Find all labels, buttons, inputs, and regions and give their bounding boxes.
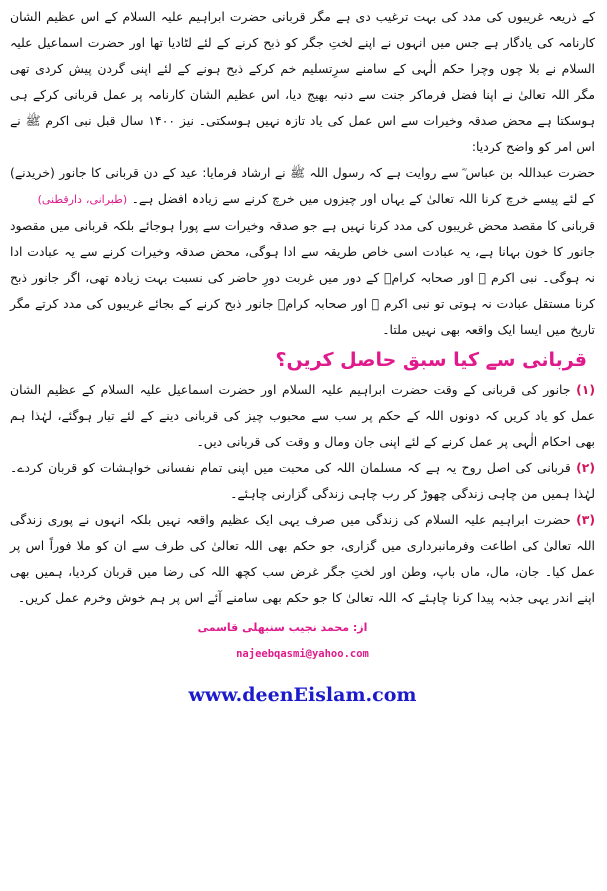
purpose-text: قربانی کا مقصد محض غریبوں کی مدد کرنا نہیں ہے جو صدقہ وخیرات سے پورا ہوجائے بلکہ قربانی میں مقصود جانور کا خون بہانا ہے، یہ عبادت اسی خاص طریقہ سے ادا ہوگی، محض صدقہ وخیرات کرنے سے یہ عبادت ادا نہ ہوگی۔ نبی اکرم ﷺ اور صحابہ کرامؓ کے دور میں غربت دورِ حاضر کی نسبت بہت زیادہ تھی، اگر جانور ذبح کرنا مستقل عبادت نہ ہوتی تو نبی اکرم ﷺ اور صحابہ کرامؓ جانور ذبح کرنے کے بجائے غریبوں کی مدد کرتے مگر تاریخ میں ایسا ایک واقعہ بھی نہیں ملتا۔ — [10, 218, 595, 337]
website-link[interactable]: www.deenEislam.com — [188, 684, 417, 706]
point-3 — [10, 507, 595, 611]
intro-paragraph — [10, 4, 595, 160]
point-2-text: قربانی کی اصل روح یہ ہے کہ مسلمان اللہ کی محبت میں اپنی تمام نفسانی خواہشات کو قربان کردے۔ لہٰذا ہمیں من چاہی زندگی چھوڑ کر رب چاہی زندگی گزارنی چاہئے۔ — [10, 460, 595, 501]
point-1-number: (۱) — [576, 382, 595, 397]
author-credit: از: محمد نجیب سنبھلی قاسمی — [197, 621, 368, 634]
point-3-number: (۳) — [576, 512, 595, 527]
author-email-link[interactable]: najeebqasmi@yahoo.com — [236, 648, 369, 660]
point-2-number: (۲) — [576, 460, 595, 475]
point-2 — [10, 455, 595, 507]
point-1-text: جانور کی قربانی کے وقت حضرت ابراہیم علیہ السلام اور حضرت اسماعیل علیہ السلام کے عظیم الشان عمل کو یاد کریں کہ دونوں اللہ کے حکم پر سب سے محبوب چیز کی قربانی دینے کے لئے تیار ہوگئے، لہٰذا ہم بھی احکام الٰہی پر عمل کرنے کے لئے اپنی جان ومال و وقت کی قربانی دیں۔ — [10, 382, 595, 449]
hadith-text: حضرت عبداللہ بن عباس ؓ سے روایت ہے کہ رسول اللہ ﷺ نے ارشاد فرمایا: عید کے دن قربانی کا جانور (خریدنے) کے لئے پیسے خرچ کرنا اللہ تعالیٰ کے یہاں اور چیزوں میں خرچ کرنے سے زیادہ افضل ہے۔ — [10, 165, 595, 206]
intro-text: کے ذریعہ غریبوں کی مدد کی بہت ترغیب دی ہے مگر قربانی حضرت ابراہیم علیہ السلام کے اس عظیم الشان کارنامہ کی یادگار ہے جس میں انہوں نے اپنے لختِ جگر کو ذبح کرنے کے لئے لٹادیا تھا اور حضرت اسماعیل علیہ السلام نے بلا چوں وچرا حکم الٰہی کے سامنے سرِتسلیم خم کرکے ذبح ہونے کے لئے اپنی گردن پیش کردی تھی مگر اللہ تعالیٰ نے اپنا فضل فرماکر جنت سے دنبہ بھیج دیا، اس عظیم الشان کارنامہ پر عمل قربانی کرکے ہی ہوسکتا ہے محض صدقہ وخیرات سے اس عمل کی یاد تازہ نہیں ہوسکتی۔ نیز ۱۴۰۰ سال قبل نبی اکرم ﷺ نے اس امر کو واضح کردیا: — [10, 9, 595, 154]
section-heading: قربانی سے کیا سبق حاصل کریں؟ — [275, 349, 587, 371]
purpose-paragraph — [10, 213, 595, 343]
hadith-paragraph — [10, 160, 595, 213]
hadith-citation: (طبرانی، دارقطنی) — [37, 193, 128, 206]
point-1 — [10, 377, 595, 455]
point-3-text: حضرت ابراہیم علیہ السلام کی زندگی میں صرف یہی ایک عظیم واقعہ نہیں بلکہ انہوں نے پوری زندگی اللہ تعالیٰ کی اطاعت وفرمانبرداری میں گزاری، جو حکم بھی اللہ تعالیٰ کی طرف سے ان کو ملا فوراً اس پر عمل کیا۔ جان، مال، ماں باپ، وطن اور لختِ جگر غرض سب کچھ اللہ کی رضا میں قربان کردیا، ہمیں بھی اپنے اندر یہی جذبہ پیدا کرنا چاہئے کہ اللہ تعالیٰ کا جو حکم بھی سامنے آئے اس پر ہم خوش وخرم عمل کریں۔ — [10, 512, 595, 605]
